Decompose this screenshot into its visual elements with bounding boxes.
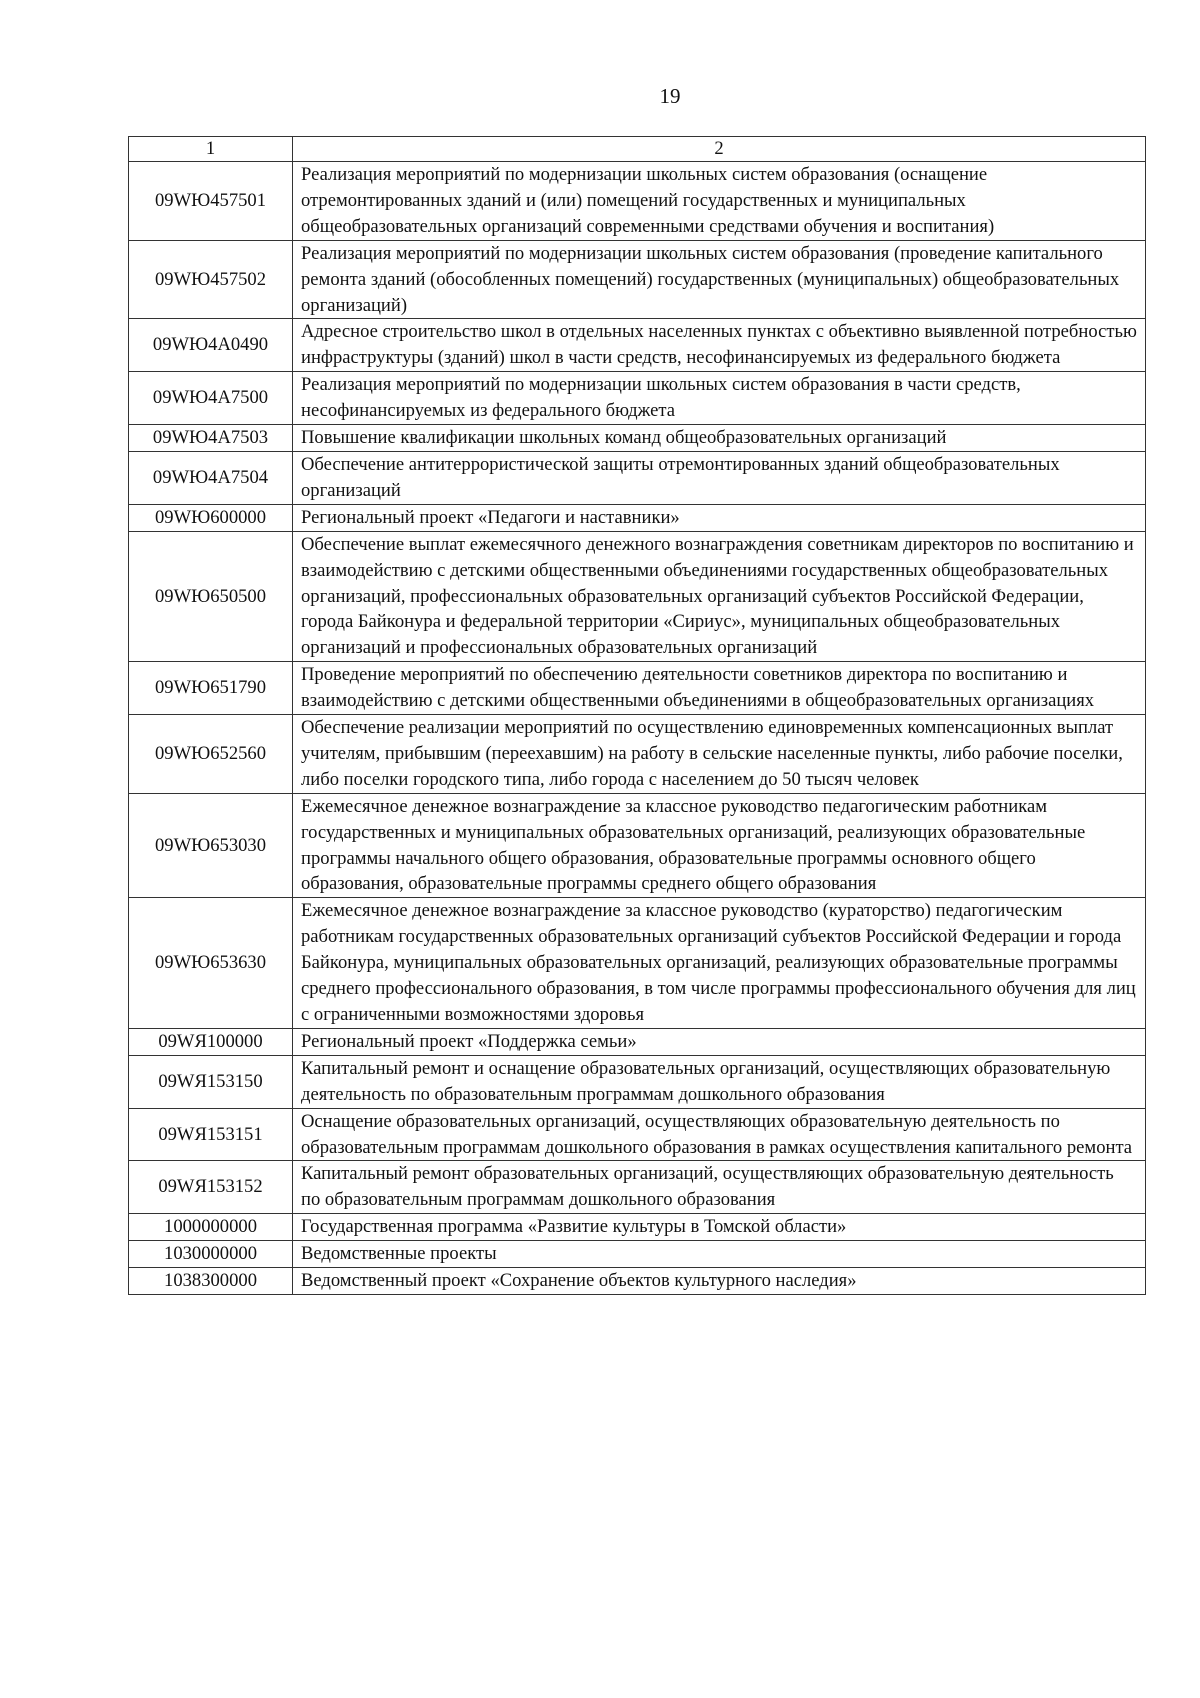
row-description: Обеспечение реализации мероприятий по осуществлению единовременных компенсационных выплат учителям, прибывшим (переехавшим) на работу в сельские населенные пункты, либо рабочие поселки, либо поселки городского типа, либо города с населением до 50 тысяч человек [293, 715, 1146, 794]
table-row [129, 531, 1146, 662]
row-code: 09WЯ153150 [129, 1055, 293, 1108]
row-description: Региональный проект «Поддержка семьи» [293, 1028, 1146, 1055]
row-description: Адресное строительство школ в отдельных населенных пунктах с объективно выявленной потребностью инфраструктуры (зданий) школ в части средств, несофинансируемых из федерального бюджета [293, 319, 1146, 372]
budget-classification-table [128, 136, 1146, 1295]
table-row [129, 372, 1146, 425]
table-row [129, 898, 1146, 1029]
row-code: 1000000000 [129, 1214, 293, 1241]
table-row [129, 715, 1146, 794]
row-description: Реализация мероприятий по модернизации школьных систем образования в части средств, несофинансируемых из федерального бюджета [293, 372, 1146, 425]
table-row [129, 1268, 1146, 1295]
table-row [129, 1161, 1146, 1214]
row-description: Обеспечение выплат ежемесячного денежного вознаграждения советникам директоров по воспитанию и взаимодействию с детскими общественными объединениями государственных общеобразовательных организаций, профессиональных образовательных организаций субъектов Российской Федерации, города Байконура и федеральной территории «Сириус», муниципальных общеобразовательных организаций и профессиональных образовательных организаций [293, 531, 1146, 662]
column-header-description: 2 [293, 137, 1146, 162]
table-row [129, 1108, 1146, 1161]
row-description: Повышение квалификации школьных команд общеобразовательных организаций [293, 425, 1146, 452]
row-code: 09WЮ650500 [129, 531, 293, 662]
row-description: Обеспечение антитеррористической защиты отремонтированных зданий общеобразовательных организаций [293, 451, 1146, 504]
row-code: 09WЮ4A0490 [129, 319, 293, 372]
row-description: Реализация мероприятий по модернизации школьных систем образования (оснащение отремонтированных зданий и (или) помещений государственных и муниципальных общеобразовательных организаций современными средствами обучения и воспитания) [293, 162, 1146, 241]
row-code: 09WЮ4A7503 [129, 425, 293, 452]
table-body [129, 137, 1146, 1295]
row-description: Региональный проект «Педагоги и наставники» [293, 504, 1146, 531]
row-code: 09WЮ4A7500 [129, 372, 293, 425]
row-code: 1038300000 [129, 1268, 293, 1295]
row-code: 09WЮ4A7504 [129, 451, 293, 504]
table-row [129, 504, 1146, 531]
row-description: Ежемесячное денежное вознаграждение за классное руководство (кураторство) педагогическим работникам государственных образовательных организаций субъектов Российской Федерации и города Байконура, муниципальных образовательных организаций, реализующих образовательные программы среднего профессионального образования, в том числе программы профессионального обучения для лиц с ограниченными возможностями здоровья [293, 898, 1146, 1029]
table-row [129, 451, 1146, 504]
table-row [129, 662, 1146, 715]
table-row [129, 1214, 1146, 1241]
row-code: 09WЮ651790 [129, 662, 293, 715]
row-description: Проведение мероприятий по обеспечению деятельности советников директора по воспитанию и взаимодействию с детскими общественными объединениями в общеобразовательных организациях [293, 662, 1146, 715]
table-row [129, 162, 1146, 241]
row-description: Государственная программа «Развитие культуры в Томской области» [293, 1214, 1146, 1241]
row-description: Капитальный ремонт и оснащение образовательных организаций, осуществляющих образовательную деятельность по образовательным программам дошкольного образования [293, 1055, 1146, 1108]
table-header-row [129, 137, 1146, 162]
row-code: 09WЮ652560 [129, 715, 293, 794]
row-code: 09WЮ457502 [129, 240, 293, 319]
table-row [129, 240, 1146, 319]
row-code: 09WЮ600000 [129, 504, 293, 531]
table-row [129, 1055, 1146, 1108]
row-description: Реализация мероприятий по модернизации школьных систем образования (проведение капитального ремонта зданий (обособленных помещений) государственных (муниципальных) общеобразовательных организаций) [293, 240, 1146, 319]
row-description: Ведомственные проекты [293, 1241, 1146, 1268]
row-code: 09WЯ100000 [129, 1028, 293, 1055]
row-code: 09WЯ153152 [129, 1161, 293, 1214]
row-description: Оснащение образовательных организаций, осуществляющих образовательную деятельность по образовательным программам дошкольного образования в рамках осуществления капитального ремонта [293, 1108, 1146, 1161]
row-description: Ежемесячное денежное вознаграждение за классное руководство педагогическим работникам государственных и муниципальных образовательных организаций, реализующих образовательные программы начального общего образования, образовательные программы основного общего образования, образовательные программы среднего общего образования [293, 793, 1146, 898]
table-row [129, 425, 1146, 452]
table-row [129, 1028, 1146, 1055]
table-row [129, 319, 1146, 372]
row-description: Капитальный ремонт образовательных организаций, осуществляющих образовательную деятельность по образовательным программам дошкольного образования [293, 1161, 1146, 1214]
column-header-code: 1 [129, 137, 293, 162]
page-number: 19 [659, 84, 681, 108]
row-code: 1030000000 [129, 1241, 293, 1268]
row-code: 09WЯ153151 [129, 1108, 293, 1161]
table-row [129, 793, 1146, 898]
row-code: 09WЮ653630 [129, 898, 293, 1029]
table-row [129, 1241, 1146, 1268]
row-description: Ведомственный проект «Сохранение объектов культурного наследия» [293, 1268, 1146, 1295]
row-code: 09WЮ457501 [129, 162, 293, 241]
row-code: 09WЮ653030 [129, 793, 293, 898]
